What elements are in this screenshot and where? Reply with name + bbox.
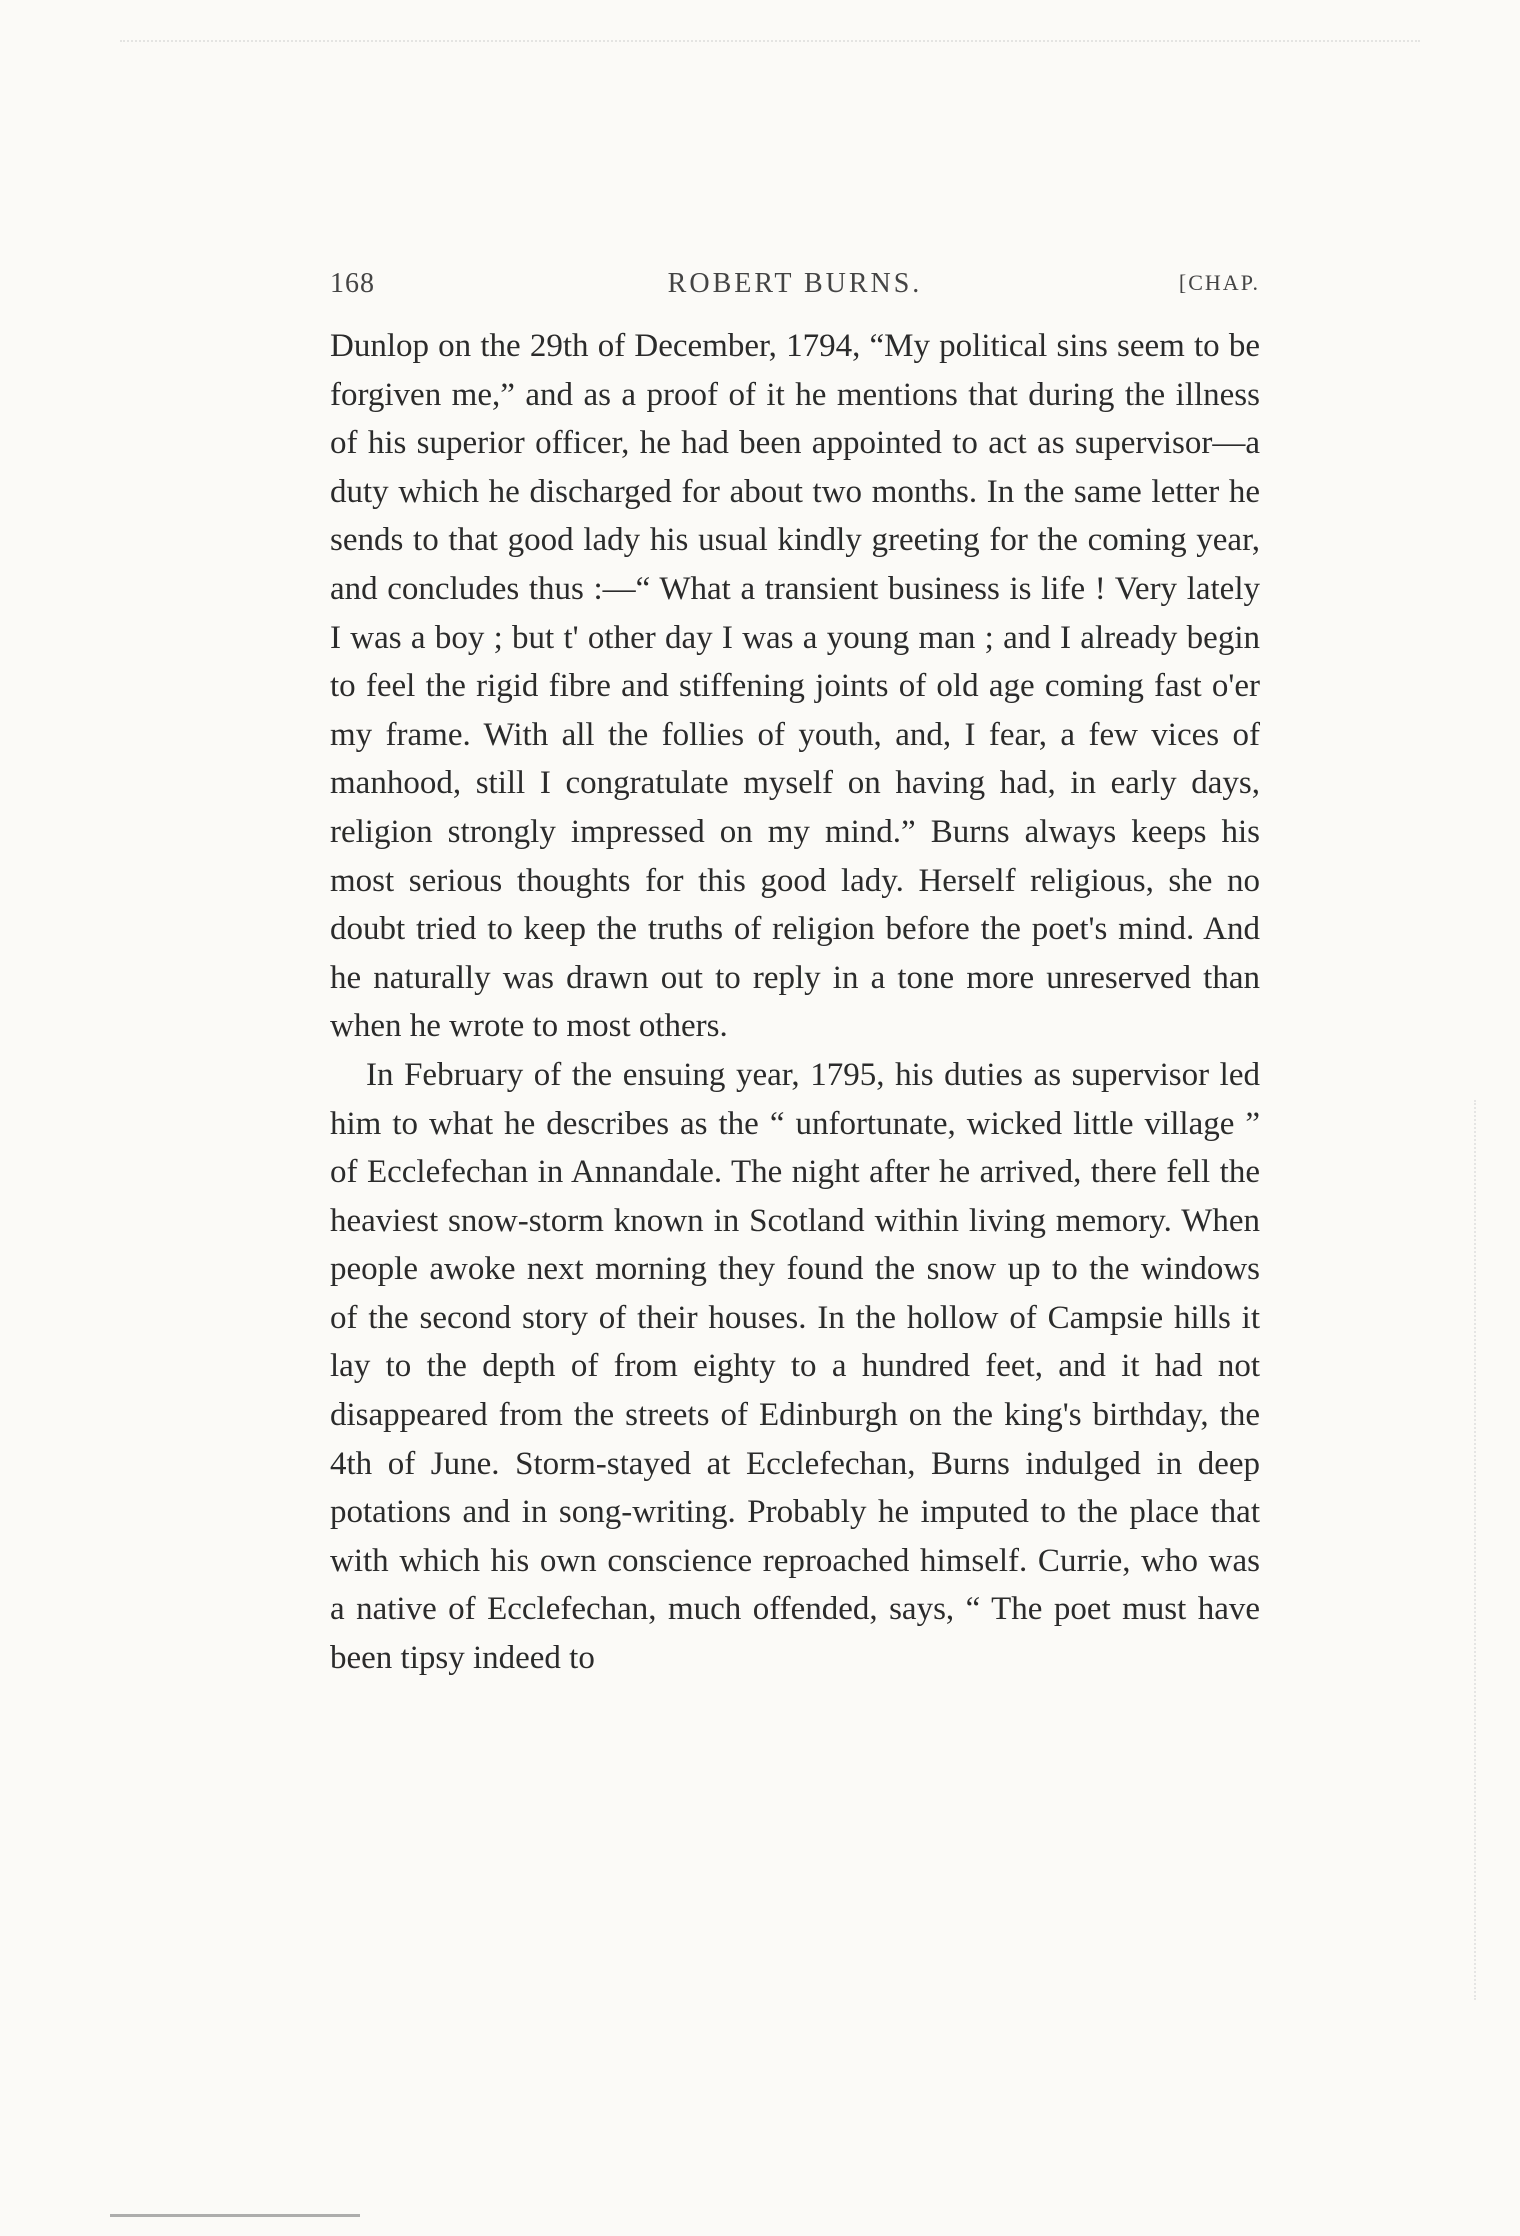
body-text bbox=[330, 322, 1260, 1683]
paragraph-february: In February of the ensuing year, 1795, his duties as supervisor led him to what he describes as the “ unfortunate, wicked little village ” of Ecclefechan in Annandale. The night after he arrived, there fell the heaviest snow-storm known in Scotland within living memory. When people awoke next morning they found the snow up to the windows of the second story of their houses. In the hollow of Campsie hills it lay to the depth of from eighty to a hundred feet, and it had not disappeared from the streets of Edinburgh on the king's birthday, the 4th of June. Storm-stayed at Ecclefechan, Burns indulged in deep potations and in song-writing. Probably he imputed to the place that with which his own conscience reproached himself. Currie, who was a native of Ecclefechan, much offended, says, “ The poet must have been tipsy indeed to bbox=[330, 1056, 1260, 1677]
margin-specks bbox=[1474, 1100, 1480, 2000]
page-number: 168 bbox=[330, 268, 375, 299]
running-head bbox=[330, 268, 1260, 308]
scan-bottom-mark bbox=[110, 2214, 360, 2217]
chapter-mark: [CHAP. bbox=[1178, 270, 1260, 295]
scan-edge-noise bbox=[120, 40, 1420, 42]
paragraph-continued: Dunlop on the 29th of December, 1794, “My political sins seem to be forgiven me,” and as a proof of it he mentions that during the illness of his superior officer, he had been appointed to act as supervisor—a duty which he discharged for about two months. In the same letter he sends to that good lady his usual kindly greeting for the coming year, and concludes thus :—“ What a transient business is life ! Very lately I was a boy ; but t' other day I was a young man ; and I already begin to feel the rigid fibre and stiffening joints of old age coming fast o'er my frame. With all the follies of youth, and, I fear, a few vices of manhood, still I congratulate myself on having had, in early days, religion strongly impressed on my mind.” Burns always keeps his most serious thoughts for this good lady. Herself religious, she no doubt tried to keep the truths of religion before the poet's mind. And he naturally was drawn out to reply in a tone more unreserved than when he wrote to most others. bbox=[330, 328, 1260, 1045]
running-title: ROBERT BURNS. bbox=[667, 268, 923, 299]
